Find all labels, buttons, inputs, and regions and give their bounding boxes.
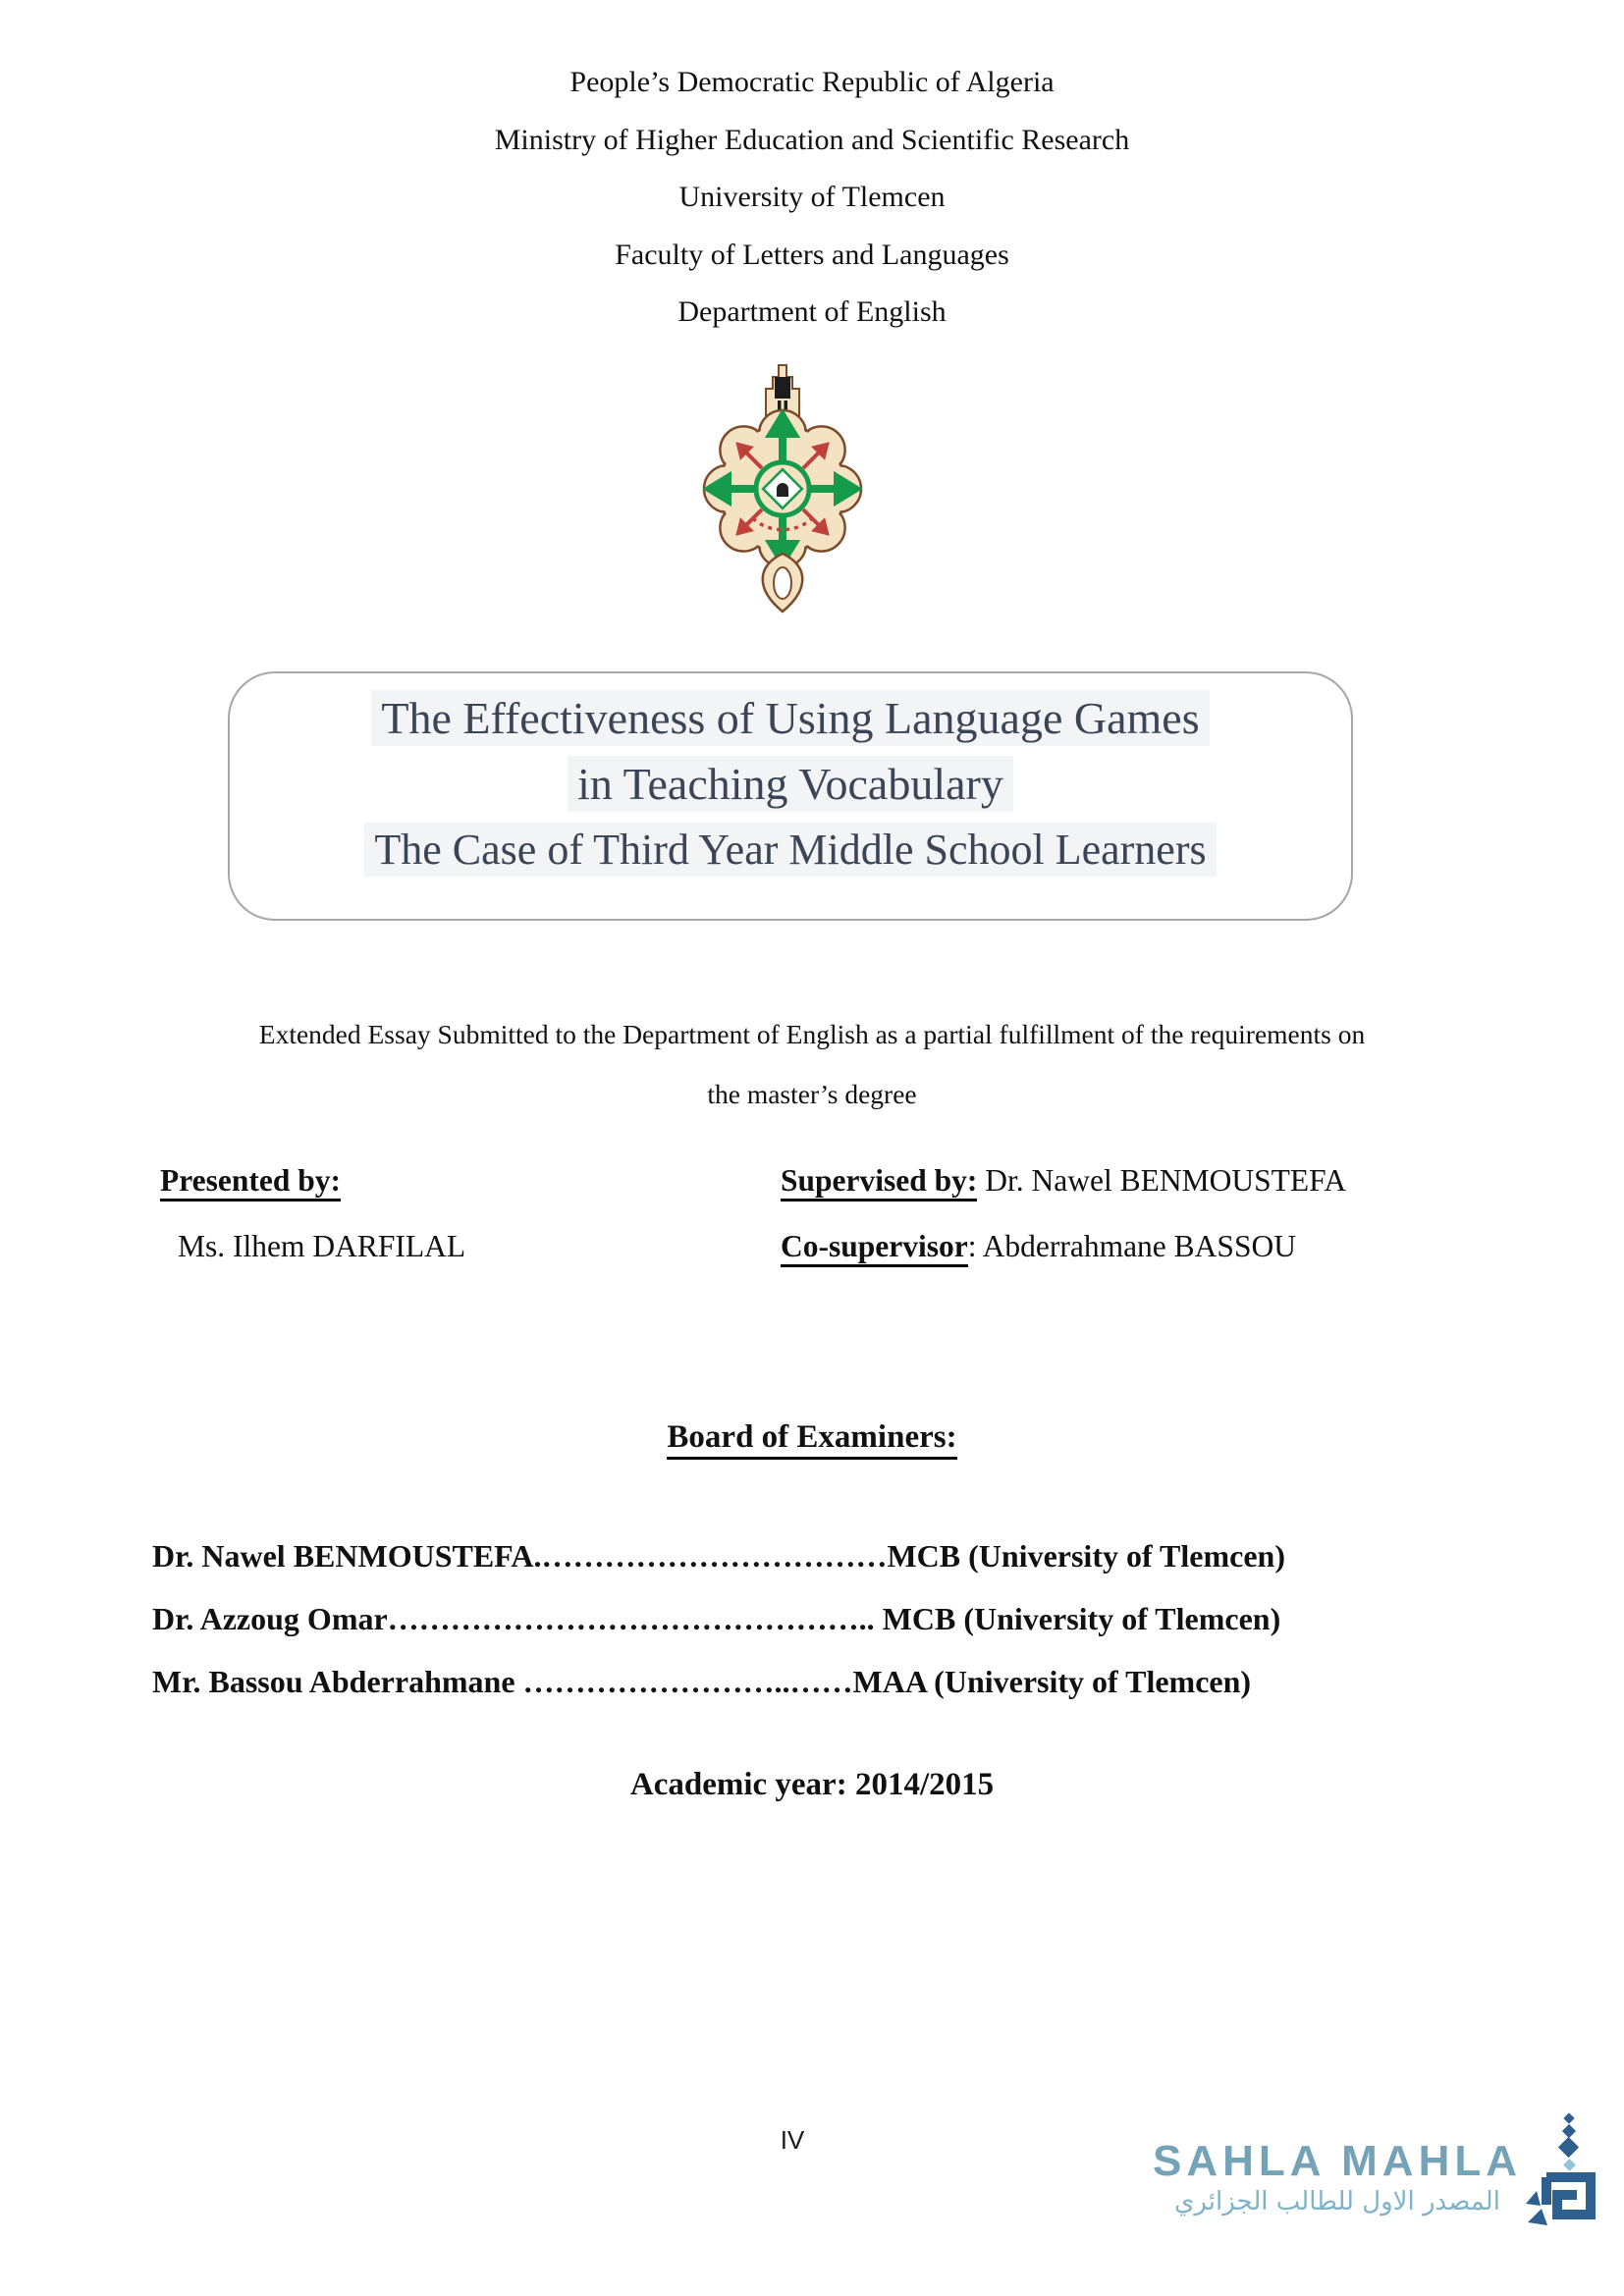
thesis-title-line-1-text: The Effectiveness of Using Language Games	[371, 690, 1209, 746]
board-of-examiners-heading-text: Board of Examiners:	[667, 1419, 956, 1460]
sahla-mahla-text-block	[1153, 2137, 1522, 2216]
presented-column	[160, 1163, 465, 1295]
institution-header	[0, 54, 1624, 342]
page-number: IV	[780, 2125, 805, 2155]
cosupervisor-row	[781, 1229, 1346, 1295]
header-line-ministry: Ministry of Higher Education and Scientific Research	[494, 123, 1130, 156]
university-emblem-logo	[699, 359, 866, 616]
header-line-faculty: Faculty of Letters and Languages	[615, 238, 1009, 271]
thesis-title-line-1	[230, 685, 1351, 751]
sahla-mahla-watermark	[1153, 2112, 1610, 2228]
thesis-title-line-2-text: in Teaching Vocabulary	[568, 756, 1013, 812]
supervised-by-row	[781, 1163, 1346, 1229]
university-emblem-icon	[699, 359, 866, 616]
sahla-mahla-calligraphy-icon	[1526, 2112, 1610, 2228]
academic-year: Academic year: 2014/2015	[629, 1767, 995, 1802]
presented-by-label: Presented by:	[160, 1163, 341, 1201]
header-line-country: People’s Democratic Republic of Algeria	[569, 66, 1055, 98]
submission-line-2: the master’s degree	[707, 1079, 917, 1109]
header-line-department: Department of English	[677, 295, 947, 328]
board-of-examiners-list	[152, 1524, 1526, 1713]
header-line-university: University of Tlemcen	[678, 181, 946, 213]
examiner-row: Mr. Bassou Abderrahmane ……………………..……MAA (University of Tlemcen)	[152, 1664, 1252, 1699]
supervisor-name: Dr. Nawel BENMOUSTEFA	[977, 1163, 1347, 1198]
supervised-by-label: Supervised by:	[781, 1163, 977, 1201]
candidate-name: Ms. Ilhem DARFILAL	[178, 1229, 466, 1263]
sahla-mahla-wordmark: SAHLA MAHLA	[1153, 2137, 1522, 2185]
thesis-subtitle-text: The Case of Third Year Middle School Learners	[364, 823, 1216, 877]
cosupervisor-label: Co-supervisor	[781, 1229, 968, 1267]
presented-by-row	[160, 1163, 465, 1229]
thesis-title-line-2	[230, 751, 1351, 817]
title-box	[228, 671, 1353, 921]
supervisors-column	[781, 1163, 1346, 1295]
cosupervisor-name: : Abderrahmane BASSOU	[967, 1229, 1296, 1263]
sahla-mahla-arabic-tagline: المصدر الاول للطالب الجزائري	[1174, 2187, 1500, 2216]
thesis-subtitle	[230, 817, 1351, 882]
submission-line-1: Extended Essay Submitted to the Department of English as a partial fulfillment of the requirements on	[258, 1019, 1366, 1049]
board-of-examiners-heading	[0, 1419, 1624, 1456]
submission-statement	[0, 1019, 1624, 1110]
examiner-row: Dr. Nawel BENMOUSTEFA.……………………………MCB (University of Tlemcen)	[152, 1538, 1285, 1574]
examiner-row: Dr. Azzoug Omar……………………………………….. MCB (University of Tlemcen)	[152, 1601, 1281, 1636]
